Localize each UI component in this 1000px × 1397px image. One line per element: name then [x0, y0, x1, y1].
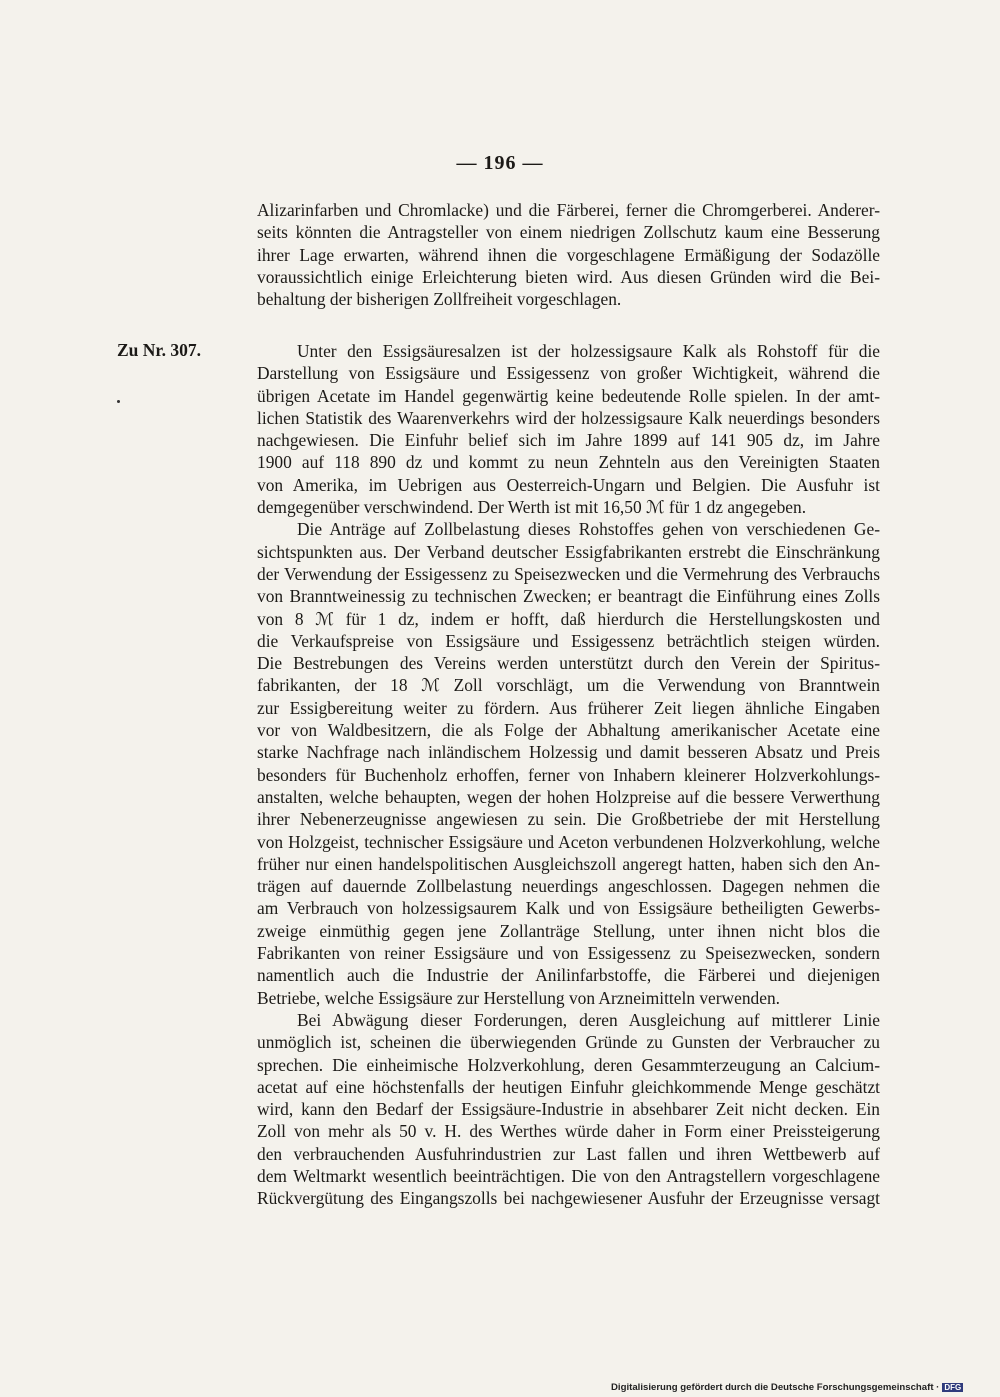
text-line: lichen Statistik des Waarenverkehrs wird der holzessigsaure Kalk neuerdings besonders	[257, 407, 880, 428]
stray-mark	[117, 400, 120, 403]
text-line: sichtspunkten aus. Der Verband deutscher Essigfabrikanten erstrebt die Einschränkung	[257, 541, 880, 562]
text-line: ihrer Lage erwarten, während ihnen die vorgeschlagene Ermäßigung der Sodazölle	[257, 244, 880, 265]
text-line: Unter den Essigsäuresalzen ist der holzessigsaure Kalk als Rohstoff für die	[297, 341, 880, 361]
text-line: Rückvergütung des Eingangszolls bei nachgewiesener Ausfuhr der Erzeugnisse versagt	[257, 1188, 880, 1209]
page-number: — 196 —	[456, 152, 544, 174]
text-line: von Branntweinessig zu technischen Zwecken; er beantragt die Einführung eines Zolls	[257, 586, 880, 607]
text-line: 1900 auf 118 890 dz und kommt zu neun Zehnteln aus den Vereinigten Staaten	[257, 452, 880, 473]
side-label: Zu Nr. 307.	[117, 340, 201, 360]
text-line: von Holzgeist, technischer Essigsäure und Aceton verbundenen Holzverkohlung, welche	[257, 831, 880, 852]
text-line: wird, kann den Bedarf der Essigsäure-Industrie in absehbarer Zeit nicht decken. Ein	[257, 1099, 880, 1120]
text-line: trägen auf dauernde Zollbelastung neuerdings angeschlossen. Dagegen nehmen die	[257, 876, 880, 897]
text-line: am Verbrauch von holzessigsaurem Kalk und von Essigsäure betheiligten Gewerbs-	[257, 898, 880, 919]
text-line: Fabrikanten von reiner Essigsäure und von Essigessenz zu Speisezwecken, sondern	[257, 943, 880, 964]
text-line: von Amerika, im Uebrigen aus Oesterreich-Ungarn und Belgien. Die Ausfuhr ist	[257, 474, 880, 495]
text-line: der Verwendung der Essigessenz zu Speisezwecken und die Vermehrung des Verbrauchs	[257, 563, 880, 584]
dfg-logo: DFG	[944, 1382, 962, 1392]
text-line: vor von Waldbesitzern, die als Folge der Abhaltung amerikanischer Acetate eine	[257, 720, 880, 741]
text-line: voraussichtlich einige Erleichterung bieten wird. Aus diesen Gründen wird die Bei-	[257, 266, 880, 287]
text-line: namentlich auch die Industrie der Anilinfarbstoffe, die Färberei und diejenigen	[257, 965, 880, 986]
text-line: unmöglich ist, scheinen die überwiegenden Gründe zu Gunsten der Verbraucher zu	[257, 1032, 880, 1053]
text-line: behaltung der bisherigen Zollfreiheit vorgeschlagen.	[257, 289, 622, 310]
text-line: ihrer Nebenerzeugnisse angewiesen zu sein. Die Großbetriebe der mit Herstellung	[257, 809, 880, 830]
text-line: Die Bestrebungen des Vereins werden unterstützt durch den Verein der Spiritus-	[257, 653, 880, 674]
text-line: acetat auf eine höchstenfalls der heutigen Einfuhr gleichkommende Menge geschätzt	[257, 1076, 880, 1097]
text-line: besonders für Buchenholz erhoffen, ferner von Inhabern kleinerer Holzverkohlungs-	[257, 764, 880, 785]
text-line: früher nur einen handelspolitischen Ausgleichszoll angeregt hatten, haben sich den An-	[257, 853, 880, 874]
text-line: anstalten, welche behaupten, wegen der hohen Holzpreise auf die bessere Verwerthung	[257, 786, 880, 807]
text-line: Betriebe, welche Essigsäure zur Herstellung von Arzneimitteln verwenden.	[257, 987, 780, 1008]
text-line: den verbrauchenden Ausfuhrindustrien zur Last fallen und ihren Wettbewerb auf	[257, 1143, 880, 1164]
text-line: starke Nachfrage nach inländischem Holzessig und damit besseren Absatz und Preis	[257, 742, 880, 763]
text-line: dem Weltmarkt wesentlich beeinträchtigen. Die von den Antragstellern vorgeschlagene	[257, 1165, 880, 1186]
text-line: Alizarinfarben und Chromlacke) und die Färberei, ferner die Chromgerberei. Anderer-	[257, 200, 880, 220]
text-line: zweige einmüthig gegen jene Zollanträge Stellung, unter ihnen nicht blos die	[257, 920, 880, 941]
text-line: sprechen. Die einheimische Holzverkohlung, deren Gesammterzeugung an Calcium-	[257, 1054, 880, 1075]
text-line: Zoll von mehr als 50 v. H. des Werthes würde daher in Form einer Preissteigerung	[257, 1121, 880, 1142]
text-line: Darstellung von Essigsäure und Essigessenz von großer Wichtigkeit, während die	[257, 363, 880, 384]
text-line: Die Anträge auf Zollbelastung dieses Rohstoffes gehen von verschiedenen Ge-	[297, 519, 880, 540]
text-line: Bei Abwägung dieser Forderungen, deren Ausgleichung auf mittlerer Linie	[297, 1009, 880, 1030]
paragraph-main	[257, 340, 880, 1210]
text-line: fabrikanten, der 18 ℳ Zoll vorschlägt, um die Verwendung von Branntwein	[257, 675, 880, 696]
text-line: zur Essigbereitung weiter zu fördern. Aus früherer Zeit liegen ähnliche Eingaben	[257, 697, 880, 718]
text-line: nachgewiesen. Die Einfuhr belief sich im Jahre 1899 auf 141 905 dz, im Jahre	[257, 430, 880, 451]
text-line: von 8 ℳ für 1 dz, indem er hofft, daß hierdurch die Herstellungskosten und	[257, 608, 880, 629]
text-line: seits könnten die Antragsteller von einem niedrigen Zollschutz kaum eine Besserung	[257, 222, 880, 243]
paragraph-intro	[257, 199, 880, 310]
footer-credit	[611, 1382, 963, 1393]
text-line: demgegenüber verschwindend. Der Werth ist mit 16,50 ℳ für 1 dz angegeben.	[257, 497, 807, 518]
text-line: übrigen Acetate im Handel gegenwärtig keine bedeutende Rolle spielen. In der amt-	[257, 385, 880, 406]
footer-text: Digitalisierung gefördert durch die Deutsche Forschungsgemeinschaft ·	[611, 1382, 940, 1393]
text-line: die Verkaufspreise von Essigsäure und Essigessenz beträchtlich steigen würden.	[257, 630, 880, 651]
